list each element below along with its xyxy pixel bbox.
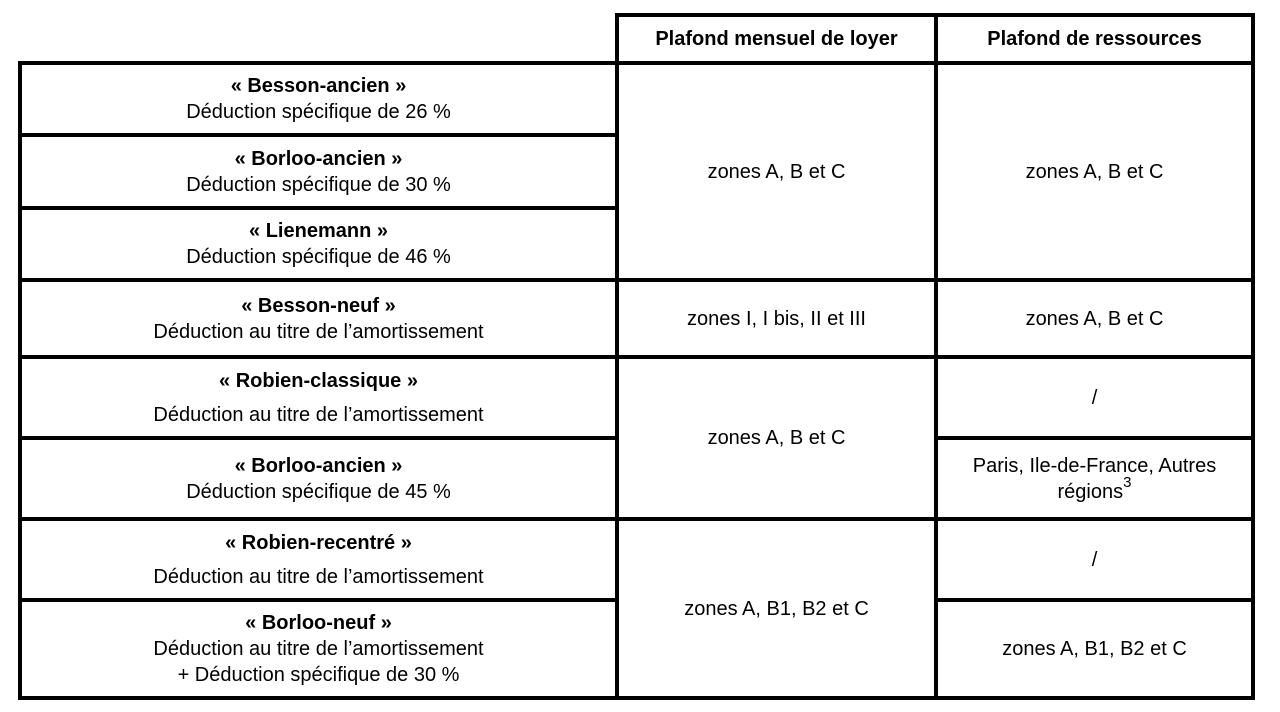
dispositif-description: Déduction au titre de l’amortissement	[153, 320, 484, 343]
dispositif-cell	[20, 438, 617, 519]
dispositif-description: + Déduction spécifique de 30 %	[177, 664, 460, 686]
footnote-marker: 3	[1123, 473, 1132, 491]
ressources-word: régions	[1057, 480, 1124, 503]
dispositif-title: « Borloo-ancien »	[234, 147, 403, 170]
dispositif-title: « Borloo-ancien »	[234, 454, 403, 477]
dispositif-title: « Besson-ancien »	[230, 75, 407, 97]
dispositif-cell	[20, 63, 617, 135]
dispositif-title: « Lienemann »	[249, 220, 388, 242]
loyer-cell: zones I, I bis, II et III	[617, 280, 936, 357]
dispositif-title: « Robien-classique »	[219, 369, 418, 392]
dispositif-cell	[20, 208, 617, 280]
dispositif-description: Déduction spécifique de 45 %	[186, 480, 451, 503]
loyer-cell: zones A, B et C	[617, 357, 936, 519]
ressources-cell: /	[936, 519, 1253, 600]
loyer-cell: zones A, B1, B2 et C	[617, 519, 936, 698]
dispositif-title: « Robien-recentré »	[225, 531, 412, 554]
dispositif-description: Déduction spécifique de 46 %	[186, 246, 451, 268]
dispositif-cell	[20, 357, 617, 438]
header-plafond-loyer: Plafond mensuel de loyer	[617, 15, 936, 63]
dispositif-cell	[20, 519, 617, 600]
ressources-line: Paris, Ile-de-France, Autres	[972, 454, 1217, 477]
dispositif-cell	[20, 280, 617, 357]
dispositif-title: « Borloo-neuf »	[245, 612, 392, 634]
table-row	[20, 63, 1253, 135]
dispositif-description: Déduction spécifique de 30 %	[186, 173, 451, 196]
loyer-cell: zones A, B et C	[617, 63, 936, 280]
dispositif-description: Déduction au titre de l’amortissement	[153, 638, 484, 660]
dispositif-description: Déduction au titre de l’amortissement	[153, 565, 484, 588]
ressources-cell: zones A, B1, B2 et C	[936, 600, 1253, 698]
table-row	[20, 519, 1253, 600]
table-row	[20, 357, 1253, 438]
dispositif-title: « Besson-neuf »	[241, 294, 396, 317]
dispositif-description: Déduction spécifique de 26 %	[186, 101, 451, 123]
ressources-cell	[936, 438, 1253, 519]
ressources-cell: zones A, B et C	[936, 280, 1253, 357]
ressources-cell: zones A, B et C	[936, 63, 1253, 280]
dispositif-description: Déduction au titre de l’amortissement	[153, 403, 484, 426]
dispositif-cell	[20, 135, 617, 208]
ressources-cell: /	[936, 357, 1253, 438]
dispositif-cell	[20, 600, 617, 698]
dispositifs-table	[18, 13, 1255, 700]
header-row	[20, 15, 1253, 63]
ressources-line	[938, 473, 1251, 505]
header-plafond-ressources: Plafond de ressources	[936, 15, 1253, 63]
table-row	[20, 280, 1253, 357]
empty-corner-cell	[20, 15, 617, 63]
